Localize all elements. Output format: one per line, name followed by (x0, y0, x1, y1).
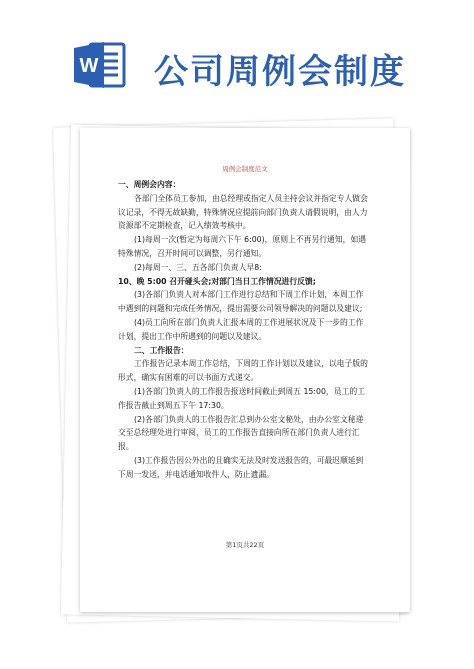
paragraph: (2)每周一、三、五各部门负责人早8: (134, 262, 262, 272)
paragraph: (1)各部门负责人的工作报告报送时间截止到周五 15:00，员工的工作报告截止到周五下午 17:30。 (118, 386, 365, 410)
paragraph: 工作报告记录本周工作总结，下周的工作计划以及建议，以电子版的形式，确实有困难的可以书面方式递交。 (118, 359, 368, 383)
section-heading: 二、工作报告： (134, 345, 189, 355)
section-heading: 一、周例会内容： (118, 180, 181, 189)
document-page (80, 128, 410, 612)
document-body (118, 178, 370, 482)
page-number: 第1页共22页 (225, 541, 265, 549)
page-title: 公司周例会制度 (154, 52, 406, 92)
paragraph: 各部门全体员工参加，由总经理或指定人员主持会议并指定专人做会议记录，不得无故缺勤，特殊情况应提前向部门负责人请假说明，由人力资源部不定期检查，记入绩效考核中。 (118, 193, 368, 231)
document-title: 周例会制度范文 (222, 165, 268, 173)
paragraph-highlight: 10、晚 5:00 召开碰头会;对部门当日工作情况进行反馈; (118, 276, 316, 286)
paragraph: (1)每周一次(暂定为每周六下午 6:00)，原则上不再另行通知，如遇特殊情况，召开时间可以调整，另行通知。 (118, 235, 367, 258)
paragraph: (2)各部门负责人的工作报告汇总到办公室文秘处，由办公室文秘递交至总经理处进行审阅，员工的工作报告直接向所在部门负责人进行汇报。 (118, 414, 364, 452)
word-icon (72, 36, 130, 94)
word-icon-letter: W (79, 55, 99, 77)
paragraph: (3)工作报告因公外出的且确实无法及时发送报告的，可最迟顺延到下周一发送，并电话通知收件人，防止遗漏。 (118, 455, 364, 479)
paragraph: (4)员工向所在部门负责人汇报本周的工作进展状况及下一步的工作计划，提出工作中所遇到的问题以及建议。 (118, 317, 364, 341)
paragraph: (3)各部门负责人对本部门工作进行总结和下周工作计划，本周工作中遇到的问题和完成任务情况，提出需要公司领导解决的问题以及建议; (118, 290, 364, 314)
